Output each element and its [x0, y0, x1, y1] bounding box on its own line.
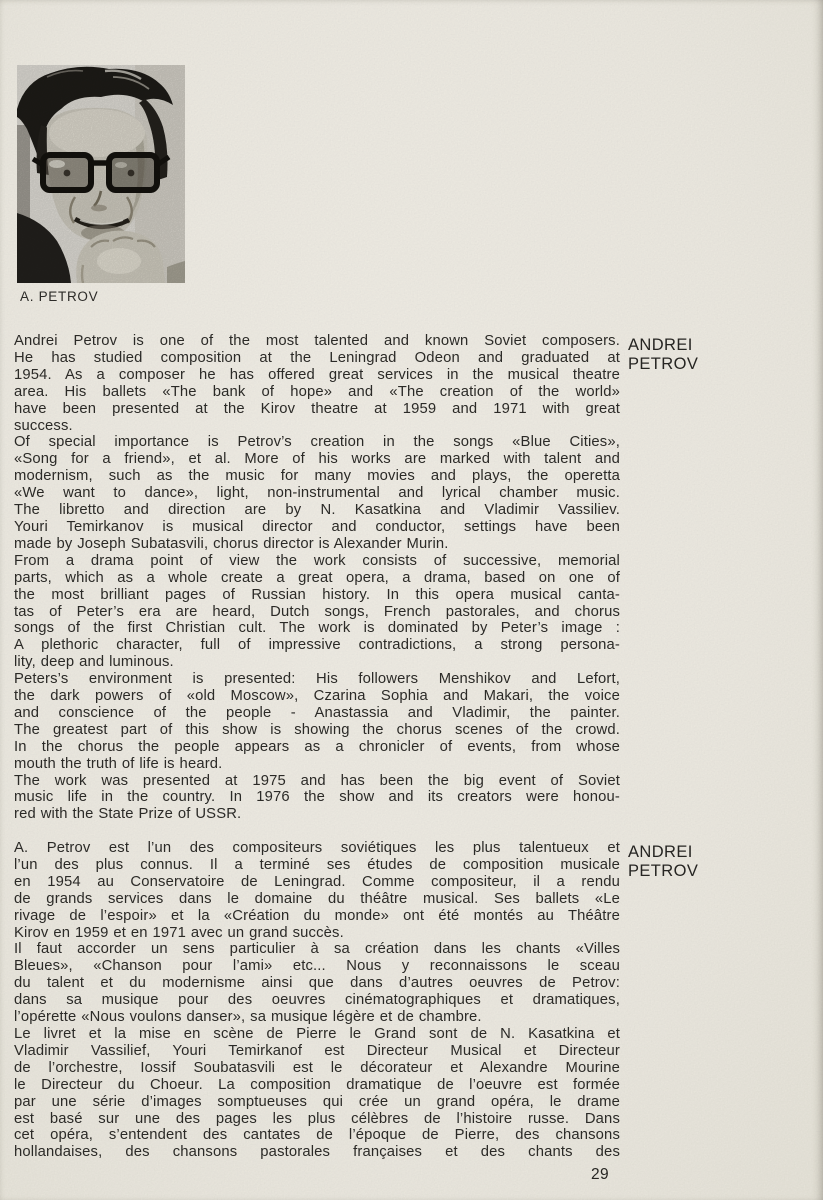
text-line: Youri Temirkanov is musical director and conductor, settings have been [14, 518, 620, 535]
page-number: 29 [591, 1166, 610, 1183]
text-line: made by Joseph Subatasvili, chorus director is Alexander Murin. [14, 535, 449, 552]
text-line: He has studied composition at the Leningrad Odeon and graduated at [14, 349, 620, 366]
text-line: rivage de l’espoir» et la «Création du monde» ont été montés au Théâtre [14, 907, 620, 924]
text-line: parts, which as a whole create a great opera, a drama, based on one of [14, 569, 620, 586]
text-line: the dark powers of «old Moscow», Czarina Sophia and Makari, the voice [14, 688, 620, 705]
text-line: the most brilliant pages of Russian history. In this opera musical canta- [14, 586, 620, 603]
french-body-text [14, 840, 620, 1161]
text-line: «Song for a friend», et al. More of his works are marked with talent and [14, 451, 620, 468]
text-line: tas of Peter’s era are heard, Dutch songs, French pastorales, and chorus [14, 603, 620, 620]
text-line: Bleues», «Chanson pour l’ami» etc... Nous y reconnaissons le sceau [14, 958, 620, 975]
text-line: l’un des plus connus. Il a terminé ses études de composition musicale [14, 856, 620, 873]
text-line: en 1954 au Conservatoire de Leningrad. Comme compositeur, il a rendu [14, 873, 620, 890]
text-line: From a drama point of view the work consists of successive, memorial [14, 552, 620, 569]
text-line: and conscience of the people - Anastassia and Vladimir, the painter. [14, 704, 620, 721]
margin-label-french: ANDREI PETROV [628, 843, 699, 880]
text-line: In the chorus the people appears as a chronicler of events, from whose [14, 738, 620, 755]
text-line: lity, deep and luminous. [14, 654, 174, 671]
photo-caption: A. PETROV [20, 289, 99, 304]
text-line: le Directeur du Choeur. La composition dramatique de l’oeuvre est formée [14, 1076, 620, 1093]
text-line: area. His ballets «The bank of hope» and «The creation of the world» [14, 383, 620, 400]
text-line: success. [14, 417, 73, 434]
text-line: Le livret et la mise en scène de Pierre le Grand sont de N. Kasatkina et [14, 1025, 620, 1042]
text-line: modernism, such as the music for many movies and plays, the operetta [14, 468, 620, 485]
text-line: Peters’s environment is presented: His followers Menshikov and Lefort, [14, 671, 620, 688]
text-line: A plethoric character, full of impressive contradictions, a strong persona- [14, 637, 620, 654]
text-line: red with the State Prize of USSR. [14, 806, 242, 823]
text-line: Andrei Petrov is one of the most talented and known Soviet composers. [14, 333, 620, 349]
text-line: par une série d’images somptueuses qui crée un grand opéra, le drame [14, 1093, 620, 1110]
text-line: 1954. As a composer he has offered great services in the musical theatre [14, 366, 620, 383]
text-line: de l’orchestre, Iossif Soubatasvili est le décorateur et Alexandre Mourine [14, 1059, 620, 1076]
text-line: cet opéra, s’entendent des cantates de l’époque de Pierre, des chansons [14, 1127, 620, 1144]
text-line: music life in the country. In 1976 the show and its creators were honou- [14, 789, 620, 806]
text-line: The work was presented at 1975 and has been the big event of Soviet [14, 772, 620, 789]
text-line: Vladimir Vassilief, Youri Temirkanof est Directeur Musical et Directeur [14, 1042, 620, 1059]
text-line: songs of the first Christian cult. The work is dominated by Peter’s image : [14, 620, 620, 637]
portrait-photo [17, 65, 185, 283]
text-line: Of special importance is Petrov’s creation in the songs «Blue Cities», [14, 434, 620, 451]
text-line: l’opérette «Nous voulons danser», sa musique légère et de chambre. [14, 1009, 482, 1026]
text-line: mouth the truth of life is heard. [14, 755, 223, 772]
text-line: A. Petrov est l’un des compositeurs soviétiques les plus talentueux et [14, 840, 620, 856]
text-line: The greatest part of this show is showing the chorus scenes of the crowd. [14, 721, 620, 738]
text-line: The libretto and direction are by N. Kasatkina and Vladimir Vassiliev. [14, 502, 620, 519]
text-line: Kirov en 1959 et en 1971 avec un grand succès. [14, 924, 344, 941]
margin-label-english: ANDREI PETROV [628, 336, 699, 373]
text-line: de grands services dans le domaine du théâtre musical. Ses ballets «Le [14, 890, 620, 907]
english-body-text [14, 333, 620, 823]
text-line: dans sa musique pour des oeuvres cinématographiques et dramatiques, [14, 992, 620, 1009]
text-line: «We want to dance», light, non-instrumental and lyrical chamber music. [14, 485, 620, 502]
portrait-illustration [17, 65, 185, 283]
text-line: du talent et du modernisme ainsi que dans d’autres oeuvres de Petrov: [14, 975, 620, 992]
text-line: Il faut accorder un sens particulier à sa création dans les chants «Villes [14, 941, 620, 958]
text-line: est basé sur une des pages les plus célèbres de l’histoire russe. Dans [14, 1110, 620, 1127]
text-line: have been presented at the Kirov theatre at 1959 and 1971 with great [14, 400, 620, 417]
text-line: hollandaises, des chansons pastorales françaises et des chants des [14, 1144, 620, 1161]
